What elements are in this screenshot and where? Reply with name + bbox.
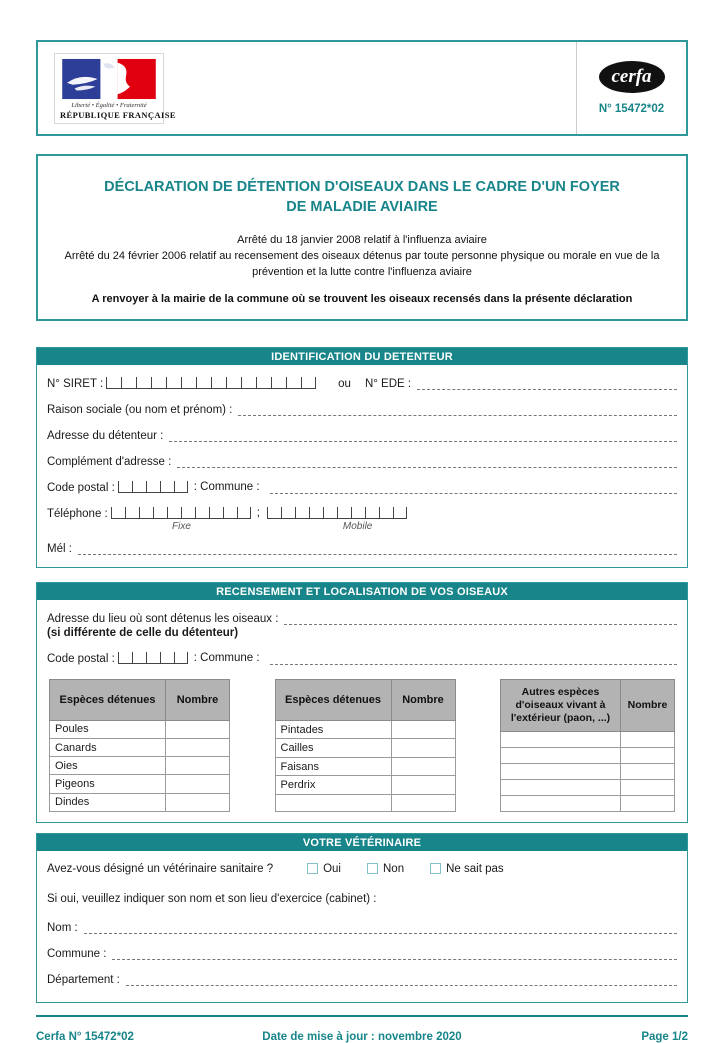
- species-tables: [47, 679, 677, 812]
- cerfa-block: [576, 42, 686, 134]
- siret-row: [47, 377, 677, 390]
- section-veterinaire-header: VOTRE VÉTÉRINAIRE: [37, 834, 687, 851]
- digit-cell[interactable]: [139, 507, 153, 519]
- code-postal-oiseaux-label: Code postal :: [47, 652, 115, 665]
- digit-cell[interactable]: [160, 652, 174, 664]
- commune-oiseaux-label: : Commune :: [193, 651, 260, 664]
- mel-label: Mél :: [47, 542, 72, 555]
- non-label: Non: [383, 862, 405, 875]
- table-row: [50, 757, 230, 775]
- page-footer: [36, 1015, 688, 1043]
- digit-cell[interactable]: [309, 507, 323, 519]
- digit-cell[interactable]: [166, 377, 181, 389]
- vet-nom-input[interactable]: [84, 921, 677, 934]
- vet-question-row: [47, 863, 677, 875]
- digit-cell[interactable]: [118, 481, 132, 493]
- vet-option-ne-sait-pas[interactable]: [430, 863, 504, 875]
- digit-cell[interactable]: [323, 507, 337, 519]
- vet-instruction-row: [47, 893, 677, 905]
- digit-cell[interactable]: [365, 507, 379, 519]
- species-name-input[interactable]: [501, 731, 621, 747]
- legal-references: [64, 233, 660, 281]
- oui-label: Oui: [323, 862, 341, 875]
- fixe-label: Fixe: [172, 520, 191, 532]
- logo-republic-name: RÉPUBLIQUE FRANÇAISE: [60, 109, 176, 120]
- digit-cell[interactable]: [136, 377, 151, 389]
- species-name: Oies: [50, 757, 166, 775]
- table-row: [275, 794, 455, 811]
- species-count-input[interactable]: [166, 720, 230, 738]
- raison-sociale-row: [47, 403, 677, 416]
- species-name-input[interactable]: [275, 794, 391, 811]
- digit-cell[interactable]: [267, 507, 281, 519]
- digit-cell[interactable]: [379, 507, 393, 519]
- commune-label: : Commune :: [193, 480, 260, 493]
- digit-cell[interactable]: [121, 377, 136, 389]
- table1-col-number: Nombre: [166, 679, 230, 720]
- adresse-lieu-row: [47, 612, 677, 625]
- digit-cell[interactable]: [174, 481, 188, 493]
- section-identification-header: IDENTIFICATION DU DETENTEUR: [37, 348, 687, 365]
- digit-cell[interactable]: [181, 377, 196, 389]
- raison-sociale-input[interactable]: [238, 403, 677, 416]
- table-row: [501, 763, 675, 779]
- section-recensement-header: RECENSEMENT ET LOCALISATION DE VOS OISEAUX: [37, 583, 687, 600]
- table-row: [50, 775, 230, 793]
- species-count-input[interactable]: [391, 757, 455, 775]
- digit-cell[interactable]: [211, 377, 226, 389]
- digit-cell[interactable]: [286, 377, 301, 389]
- species-count-input[interactable]: [166, 757, 230, 775]
- table-row: [275, 721, 455, 739]
- code-postal-label: Code postal :: [47, 481, 115, 494]
- ne-sait-pas-checkbox[interactable]: [430, 863, 441, 874]
- return-instruction: A renvoyer à la mairie de la commune où se trouvent les oiseaux recensés dans la présente déclaration: [91, 292, 633, 305]
- table-row: [275, 776, 455, 794]
- digit-cell[interactable]: [132, 481, 146, 493]
- title-box: [36, 154, 688, 321]
- table-row: [501, 747, 675, 763]
- species-count-input[interactable]: [166, 775, 230, 793]
- digit-cell[interactable]: [167, 507, 181, 519]
- species-count-input[interactable]: [391, 776, 455, 794]
- digit-cell[interactable]: [111, 507, 125, 519]
- digit-cell[interactable]: [241, 377, 256, 389]
- table1-col-species: Espèces détenues: [50, 679, 166, 720]
- non-checkbox[interactable]: [367, 863, 378, 874]
- complement-adresse-label: Complément d'adresse :: [47, 455, 172, 468]
- raison-sociale-label: Raison sociale (ou nom et prénom) :: [47, 403, 233, 416]
- species-name-input[interactable]: [501, 795, 621, 811]
- vet-nom-row: [47, 921, 677, 934]
- vet-departement-row: [47, 973, 677, 986]
- vet-commune-input[interactable]: [112, 947, 677, 960]
- digit-cell[interactable]: [256, 377, 271, 389]
- code-postal-row: [47, 481, 677, 494]
- header-box: [36, 40, 688, 136]
- digit-cell[interactable]: [281, 507, 295, 519]
- table-row: [50, 720, 230, 738]
- digit-cell[interactable]: [118, 652, 132, 664]
- species-count-input[interactable]: [391, 721, 455, 739]
- species-name: Dindes: [50, 793, 166, 811]
- commune-oiseaux-input[interactable]: [270, 652, 677, 665]
- mel-row: [47, 542, 677, 555]
- species-name: Faisans: [275, 757, 391, 775]
- species-name: Cailles: [275, 739, 391, 757]
- ne-sait-pas-label: Ne sait pas: [446, 862, 504, 875]
- footer-cerfa-number: Cerfa N° 15472*02: [36, 1030, 134, 1043]
- digit-cell[interactable]: [351, 507, 365, 519]
- vet-commune-row: [47, 947, 677, 960]
- phone-sublabels: [47, 521, 677, 532]
- telephone-label: Téléphone :: [47, 507, 108, 520]
- complement-adresse-input[interactable]: [177, 455, 677, 468]
- telephone-block: [47, 507, 677, 532]
- complement-adresse-row: [47, 455, 677, 468]
- digit-cell[interactable]: [195, 507, 209, 519]
- commune-input[interactable]: [270, 481, 677, 494]
- logo-motto: Liberté • Égalité • Fraternité: [71, 101, 147, 109]
- species-name-input[interactable]: [501, 747, 621, 763]
- species-count-input[interactable]: [621, 795, 675, 811]
- adresse-lieu-note-row: [47, 627, 677, 639]
- digit-cell[interactable]: [337, 507, 351, 519]
- digit-cell[interactable]: [223, 507, 237, 519]
- legal-ref-1: Arrêté du 18 janvier 2008 relatif à l'influenza aviaire: [237, 234, 487, 247]
- adresse-detenteur-input[interactable]: [169, 429, 677, 442]
- digit-cell[interactable]: [146, 652, 160, 664]
- species-count-input[interactable]: [166, 793, 230, 811]
- table-row: [501, 779, 675, 795]
- species-count-input[interactable]: [621, 779, 675, 795]
- digit-cell[interactable]: [226, 377, 241, 389]
- oui-checkbox[interactable]: [307, 863, 318, 874]
- adresse-lieu-note: (si différente de celle du détenteur): [47, 626, 239, 639]
- adresse-detenteur-label: Adresse du détenteur :: [47, 429, 164, 442]
- digit-cell[interactable]: [237, 507, 251, 519]
- species-name: Pintades: [275, 721, 391, 739]
- vet-nom-label: Nom :: [47, 921, 78, 934]
- marianne-flag-icon: [60, 58, 158, 100]
- vet-option-non[interactable]: [367, 863, 404, 875]
- digit-cell[interactable]: [393, 507, 407, 519]
- vet-commune-label: Commune :: [47, 947, 107, 960]
- mel-input[interactable]: [78, 542, 677, 555]
- digit-cell[interactable]: [146, 481, 160, 493]
- digit-cell[interactable]: [271, 377, 286, 389]
- species-count-input[interactable]: [166, 738, 230, 756]
- vet-departement-label: Département :: [47, 973, 120, 986]
- digit-cell[interactable]: [209, 507, 223, 519]
- species-table-other: [500, 679, 675, 812]
- ede-label: N° EDE :: [364, 377, 412, 390]
- siret-input[interactable]: [106, 377, 316, 389]
- digit-cell[interactable]: [160, 481, 174, 493]
- adresse-detenteur-row: [47, 429, 677, 442]
- code-postal-oiseaux-input[interactable]: [118, 652, 188, 664]
- mobile-label: Mobile: [342, 520, 373, 532]
- species-count-input[interactable]: [391, 794, 455, 811]
- code-postal-oiseaux-row: [47, 652, 677, 665]
- species-count-input[interactable]: [621, 763, 675, 779]
- code-postal-input[interactable]: [118, 481, 188, 493]
- digit-cell[interactable]: [153, 507, 167, 519]
- section-identification: [36, 347, 688, 568]
- vet-departement-input[interactable]: [126, 973, 677, 986]
- table-row: [275, 739, 455, 757]
- footer-update-date: Date de mise à jour : novembre 2020: [262, 1030, 462, 1043]
- ede-input[interactable]: [417, 377, 677, 390]
- table-row: [501, 795, 675, 811]
- or-label: ou: [338, 377, 351, 390]
- footer-page-number: Page 1/2: [641, 1030, 688, 1043]
- form-title-line2: DE MALADIE AVIAIRE: [286, 198, 438, 215]
- adresse-lieu-label: Adresse du lieu où sont détenus les oiseaux :: [47, 612, 279, 625]
- digit-cell[interactable]: [151, 377, 166, 389]
- species-count-input[interactable]: [621, 747, 675, 763]
- vet-option-oui[interactable]: [307, 863, 341, 875]
- species-name: Perdrix: [275, 776, 391, 794]
- cerfa-logo: cerfa: [599, 61, 665, 93]
- species-name: Poules: [50, 720, 166, 738]
- adresse-lieu-input[interactable]: [284, 612, 677, 625]
- french-republic-logo: [54, 53, 176, 124]
- siret-label: N° SIRET :: [47, 377, 104, 390]
- section-recensement: [36, 582, 688, 823]
- species-name-input[interactable]: [501, 763, 621, 779]
- digit-cell[interactable]: [125, 507, 139, 519]
- digit-cell[interactable]: [132, 652, 146, 664]
- telephone-row: [47, 507, 677, 520]
- digit-cell[interactable]: [196, 377, 211, 389]
- species-count-input[interactable]: [391, 739, 455, 757]
- digit-cell[interactable]: [174, 652, 188, 664]
- vet-instruction: Si oui, veuillez indiquer son nom et son lieu d'exercice (cabinet) :: [47, 892, 377, 905]
- form-title: [64, 178, 660, 217]
- digit-cell[interactable]: [295, 507, 309, 519]
- table3-col-species: Autres espèces d'oiseaux vivant à l'extérieur (paon, ...): [501, 679, 621, 731]
- species-count-input[interactable]: [621, 731, 675, 747]
- form-title-line1: DÉCLARATION DE DÉTENTION D'OISEAUX DANS LE CADRE D'UN FOYER: [104, 179, 620, 195]
- species-name-input[interactable]: [501, 779, 621, 795]
- table-row: [275, 757, 455, 775]
- telephone-fixe-input[interactable]: [111, 507, 251, 519]
- digit-cell[interactable]: [106, 377, 121, 389]
- legal-ref-2: Arrêté du 24 février 2006 relatif au recensement des oiseaux détenus par toute personne physique ou morale en vue de la prévention et la lutte contre l'influenza aviaire: [64, 250, 660, 278]
- vet-options: [307, 863, 504, 875]
- table-row: [50, 738, 230, 756]
- digit-cell[interactable]: [301, 377, 316, 389]
- species-name: Canards: [50, 738, 166, 756]
- telephone-mobile-input[interactable]: [267, 507, 407, 519]
- table3-col-number: Nombre: [621, 679, 675, 731]
- digit-cell[interactable]: [181, 507, 195, 519]
- species-table-2: [275, 679, 456, 812]
- section-veterinaire: [36, 833, 688, 1003]
- cerfa-number: N° 15472*02: [598, 103, 665, 115]
- table-row: [50, 793, 230, 811]
- table2-col-species: Espèces détenues: [275, 679, 391, 720]
- species-name: Pigeons: [50, 775, 166, 793]
- table2-col-number: Nombre: [391, 679, 455, 720]
- phone-separator: ;: [256, 506, 260, 519]
- species-table-1: [49, 679, 230, 812]
- table-row: [501, 731, 675, 747]
- vet-question-label: Avez-vous désigné un vétérinaire sanitaire ?: [47, 862, 274, 875]
